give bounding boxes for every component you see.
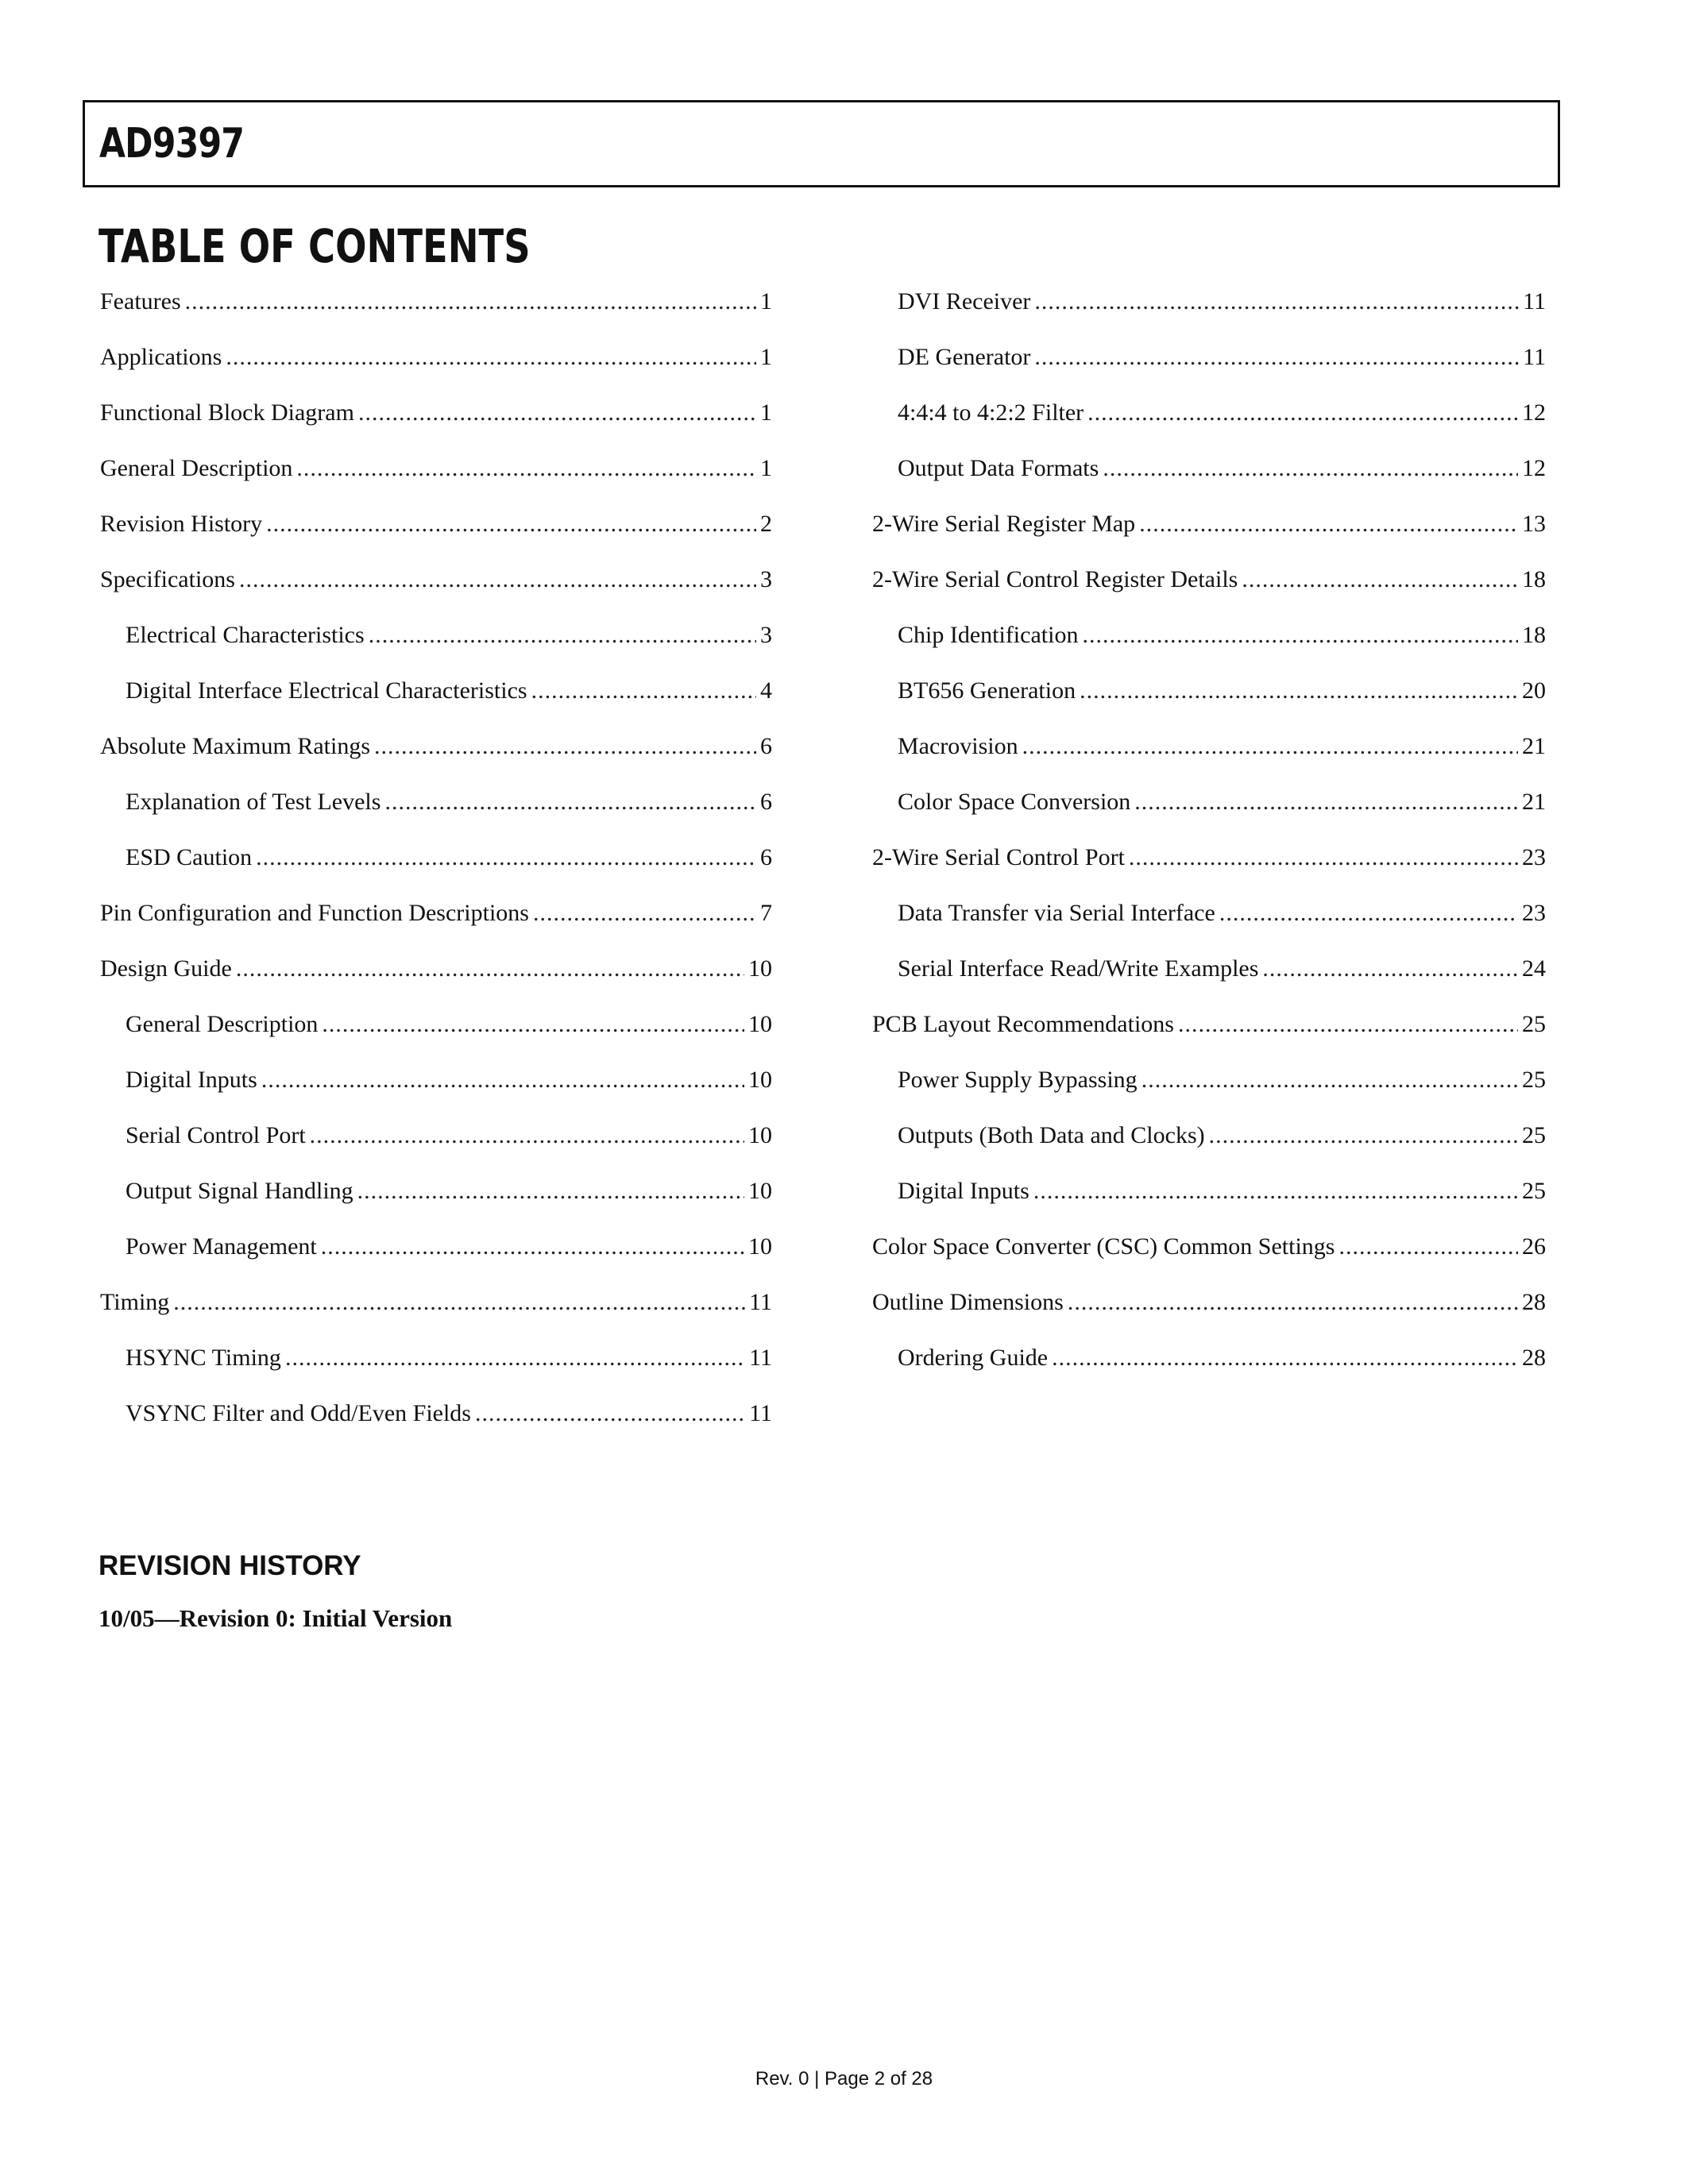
toc-leader-dots bbox=[384, 780, 756, 824]
toc-entry[interactable] bbox=[872, 947, 1546, 1002]
toc-entry[interactable] bbox=[100, 335, 772, 391]
toc-entry-page: 18 bbox=[1522, 622, 1546, 648]
toc-entry[interactable] bbox=[872, 335, 1546, 391]
toc-entry[interactable] bbox=[100, 780, 772, 835]
toc-entry-label: Data Transfer via Serial Interface bbox=[898, 900, 1215, 926]
toc-entry-page: 10 bbox=[748, 955, 772, 982]
toc-entry-label: 4:4:4 to 4:2:2 Filter bbox=[898, 399, 1084, 426]
toc-entry[interactable] bbox=[872, 891, 1546, 947]
toc-leader-dots bbox=[1338, 1225, 1518, 1269]
toc-entry-label: Digital Inputs bbox=[126, 1067, 257, 1093]
toc-entry-page: 11 bbox=[749, 1400, 772, 1426]
toc-entry[interactable] bbox=[100, 1391, 772, 1447]
toc-entry-label: Power Management bbox=[126, 1233, 317, 1260]
toc-entry-page: 1 bbox=[760, 455, 772, 481]
toc-entry-label: Digital Interface Electrical Characteristics bbox=[126, 677, 527, 704]
toc-entry[interactable] bbox=[100, 446, 772, 502]
toc-entry-page: 1 bbox=[760, 344, 772, 370]
toc-entry-label: Output Signal Handling bbox=[126, 1178, 353, 1204]
toc-leader-dots bbox=[239, 558, 756, 602]
toc-leader-dots bbox=[185, 280, 756, 324]
toc-leader-dots bbox=[1022, 724, 1518, 769]
toc-entry[interactable] bbox=[872, 780, 1546, 835]
toc-entry[interactable] bbox=[872, 1336, 1546, 1391]
toc-entry[interactable] bbox=[100, 724, 772, 780]
toc-entry-page: 25 bbox=[1522, 1122, 1546, 1148]
toc-leader-dots bbox=[1141, 1058, 1518, 1102]
toc-entry-page: 18 bbox=[1522, 566, 1546, 592]
toc-leader-dots bbox=[374, 724, 756, 769]
page-footer: Rev. 0 | Page 2 of 28 bbox=[755, 2068, 933, 2089]
toc-entry-page: 12 bbox=[1522, 399, 1546, 426]
toc-entry-label: Outline Dimensions bbox=[872, 1289, 1064, 1315]
toc-entry[interactable] bbox=[872, 1113, 1546, 1169]
toc-leader-dots bbox=[369, 613, 756, 658]
toc-entry-page: 10 bbox=[748, 1011, 772, 1037]
toc-entry-label: VSYNC Filter and Odd/Even Fields bbox=[126, 1400, 471, 1426]
toc-entry-page: 11 bbox=[1523, 344, 1546, 370]
toc-leader-dots bbox=[256, 835, 756, 880]
toc-entry[interactable] bbox=[100, 947, 772, 1002]
toc-entry[interactable] bbox=[100, 1169, 772, 1225]
toc-entry[interactable] bbox=[100, 1058, 772, 1113]
toc-entry[interactable] bbox=[100, 1225, 772, 1280]
toc-leader-dots bbox=[357, 1169, 744, 1214]
toc-entry-label: Power Supply Bypassing bbox=[898, 1067, 1138, 1093]
toc-leader-dots bbox=[1082, 613, 1518, 658]
toc-leader-dots bbox=[533, 891, 756, 936]
toc-entry-label: Absolute Maximum Ratings bbox=[100, 733, 370, 759]
toc-entry-page: 3 bbox=[760, 622, 772, 648]
toc-entry-label: Timing bbox=[100, 1289, 170, 1315]
toc-entry-page: 23 bbox=[1522, 844, 1546, 870]
toc-leader-dots bbox=[1139, 502, 1518, 546]
toc-leader-dots bbox=[226, 335, 756, 380]
toc-entry-page: 4 bbox=[760, 677, 772, 704]
toc-leader-dots bbox=[358, 391, 756, 435]
toc-leader-dots bbox=[322, 1002, 744, 1047]
toc-entry-label: Outputs (Both Data and Clocks) bbox=[898, 1122, 1205, 1148]
toc-entry-page: 3 bbox=[760, 566, 772, 592]
toc-entry-page: 21 bbox=[1522, 733, 1546, 759]
toc-leader-dots bbox=[173, 1280, 745, 1325]
toc-entry-label: 2-Wire Serial Register Map bbox=[872, 511, 1136, 537]
toc-entry[interactable] bbox=[100, 613, 772, 669]
toc-entry-label: Color Space Converter (CSC) Common Settings bbox=[872, 1233, 1335, 1260]
toc-entry-page: 7 bbox=[760, 900, 772, 926]
toc-entry-label: HSYNC Timing bbox=[126, 1345, 281, 1371]
toc-entry[interactable] bbox=[100, 1113, 772, 1169]
toc-entry-label: Serial Control Port bbox=[126, 1122, 306, 1148]
toc-entry-page: 11 bbox=[749, 1345, 772, 1371]
toc-entry-page: 6 bbox=[760, 733, 772, 759]
toc-entry-page: 25 bbox=[1522, 1067, 1546, 1093]
toc-leader-dots bbox=[1033, 1169, 1518, 1214]
toc-entry-label: 2-Wire Serial Control Port bbox=[872, 844, 1125, 870]
toc-entry-label: DVI Receiver bbox=[898, 288, 1031, 314]
toc-entry[interactable] bbox=[872, 1280, 1546, 1336]
toc-entry-label: General Description bbox=[126, 1011, 319, 1037]
toc-leader-dots bbox=[1034, 335, 1519, 380]
revision-entry: 10/05—Revision 0: Initial Version bbox=[98, 1604, 453, 1632]
toc-title: TABLE OF CONTENTS bbox=[98, 219, 531, 273]
toc-entry-label: BT656 Generation bbox=[898, 677, 1076, 704]
toc-entry-label: Specifications bbox=[100, 566, 235, 592]
toc-entry-label: Chip Identification bbox=[898, 622, 1079, 648]
toc-leader-dots bbox=[1052, 1336, 1518, 1380]
toc-leader-dots bbox=[1087, 391, 1518, 435]
part-number: AD9397 bbox=[99, 120, 245, 168]
toc-entry-page: 1 bbox=[760, 399, 772, 426]
toc-entry[interactable] bbox=[872, 280, 1546, 335]
toc-leader-dots bbox=[1103, 446, 1518, 491]
toc-entry[interactable] bbox=[872, 502, 1546, 558]
toc-entry-page: 11 bbox=[749, 1289, 772, 1315]
toc-entry[interactable] bbox=[872, 835, 1546, 891]
toc-entry[interactable] bbox=[100, 891, 772, 947]
toc-leader-dots bbox=[236, 947, 744, 991]
toc-entry[interactable] bbox=[872, 1058, 1546, 1113]
toc-leader-dots bbox=[321, 1225, 744, 1269]
toc-entry-label: Functional Block Diagram bbox=[100, 399, 354, 426]
toc-entry-label: Revision History bbox=[100, 511, 263, 537]
toc-entry[interactable] bbox=[872, 613, 1546, 669]
toc-leader-dots bbox=[310, 1113, 744, 1158]
toc-entry-label: Applications bbox=[100, 344, 222, 370]
toc-entry-page: 10 bbox=[748, 1178, 772, 1204]
toc-leader-dots bbox=[531, 669, 756, 713]
toc-entry-page: 10 bbox=[748, 1233, 772, 1260]
toc-entry-page: 24 bbox=[1522, 955, 1546, 982]
toc-entry-label: Serial Interface Read/Write Examples bbox=[898, 955, 1259, 982]
toc-leader-dots bbox=[1178, 1002, 1518, 1047]
toc-entry-label: ESD Caution bbox=[126, 844, 253, 870]
toc-entry-label: Digital Inputs bbox=[898, 1178, 1029, 1204]
toc-entry-page: 28 bbox=[1522, 1345, 1546, 1371]
toc-entry[interactable] bbox=[100, 835, 772, 891]
toc-entry-page: 28 bbox=[1522, 1289, 1546, 1315]
toc-entry[interactable] bbox=[100, 558, 772, 613]
toc-entry-label: 2-Wire Serial Control Register Details bbox=[872, 566, 1238, 592]
toc-leader-dots bbox=[1080, 669, 1518, 713]
toc-entry-page: 1 bbox=[760, 288, 772, 314]
toc-leader-dots bbox=[1242, 558, 1518, 602]
toc-entry-label: Output Data Formats bbox=[898, 455, 1099, 481]
toc-entry-label: General Description bbox=[100, 455, 293, 481]
toc-leader-dots bbox=[285, 1336, 745, 1380]
toc-leader-dots bbox=[296, 446, 756, 491]
toc-entry[interactable] bbox=[100, 280, 772, 335]
revision-history-heading: REVISION HISTORY bbox=[98, 1550, 361, 1581]
toc-entry[interactable] bbox=[872, 391, 1546, 446]
toc-entry[interactable] bbox=[872, 724, 1546, 780]
toc-entry-page: 2 bbox=[760, 511, 772, 537]
toc-entry[interactable] bbox=[872, 446, 1546, 502]
toc-entry-page: 26 bbox=[1522, 1233, 1546, 1260]
toc-leader-dots bbox=[475, 1391, 745, 1436]
toc-entry[interactable] bbox=[100, 391, 772, 446]
toc-entry-label: Design Guide bbox=[100, 955, 232, 982]
toc-leader-dots bbox=[1134, 780, 1518, 824]
toc-leader-dots bbox=[1068, 1280, 1518, 1325]
toc-entry-label: Pin Configuration and Function Descriptions bbox=[100, 900, 529, 926]
toc-entry[interactable] bbox=[100, 1280, 772, 1336]
toc-entry-page: 25 bbox=[1522, 1178, 1546, 1204]
toc-entry[interactable] bbox=[872, 1002, 1546, 1058]
toc-entry-page: 21 bbox=[1522, 789, 1546, 815]
toc-leader-dots bbox=[261, 1058, 744, 1102]
toc-right-column bbox=[872, 280, 1546, 1391]
toc-entry[interactable] bbox=[100, 669, 772, 724]
toc-entry[interactable] bbox=[100, 1002, 772, 1058]
toc-entry-page: 13 bbox=[1522, 511, 1546, 537]
toc-leader-dots bbox=[1219, 891, 1518, 936]
toc-entry-label: Color Space Conversion bbox=[898, 789, 1131, 815]
toc-leader-dots bbox=[1129, 835, 1518, 880]
toc-entry-page: 6 bbox=[760, 789, 772, 815]
toc-entry[interactable] bbox=[872, 669, 1546, 724]
toc-entry-page: 10 bbox=[748, 1122, 772, 1148]
toc-left-column bbox=[100, 280, 772, 1447]
toc-entry-label: Features bbox=[100, 288, 181, 314]
toc-entry[interactable] bbox=[872, 1169, 1546, 1225]
toc-entry-page: 11 bbox=[1523, 288, 1546, 314]
toc-leader-dots bbox=[266, 502, 756, 546]
toc-entry-label: Ordering Guide bbox=[898, 1345, 1049, 1371]
toc-leader-dots bbox=[1034, 280, 1519, 324]
toc-entry-label: PCB Layout Recommendations bbox=[872, 1011, 1174, 1037]
toc-entry-page: 23 bbox=[1522, 900, 1546, 926]
toc-entry[interactable] bbox=[872, 1225, 1546, 1280]
toc-entry-page: 6 bbox=[760, 844, 772, 870]
toc-entry-label: Electrical Characteristics bbox=[126, 622, 365, 648]
toc-entry-label: Explanation of Test Levels bbox=[126, 789, 381, 815]
header-box bbox=[83, 100, 1560, 187]
toc-leader-dots bbox=[1209, 1113, 1518, 1158]
toc-entry-page: 12 bbox=[1522, 455, 1546, 481]
toc-entry[interactable] bbox=[100, 502, 772, 558]
toc-entry-label: Macrovision bbox=[898, 733, 1018, 759]
toc-entry[interactable] bbox=[100, 1336, 772, 1391]
toc-entry-page: 20 bbox=[1522, 677, 1546, 704]
toc-entry-page: 25 bbox=[1522, 1011, 1546, 1037]
toc-entry[interactable] bbox=[872, 558, 1546, 613]
toc-leader-dots bbox=[1262, 947, 1518, 991]
toc-entry-label: DE Generator bbox=[898, 344, 1031, 370]
toc-entry-page: 10 bbox=[748, 1067, 772, 1093]
